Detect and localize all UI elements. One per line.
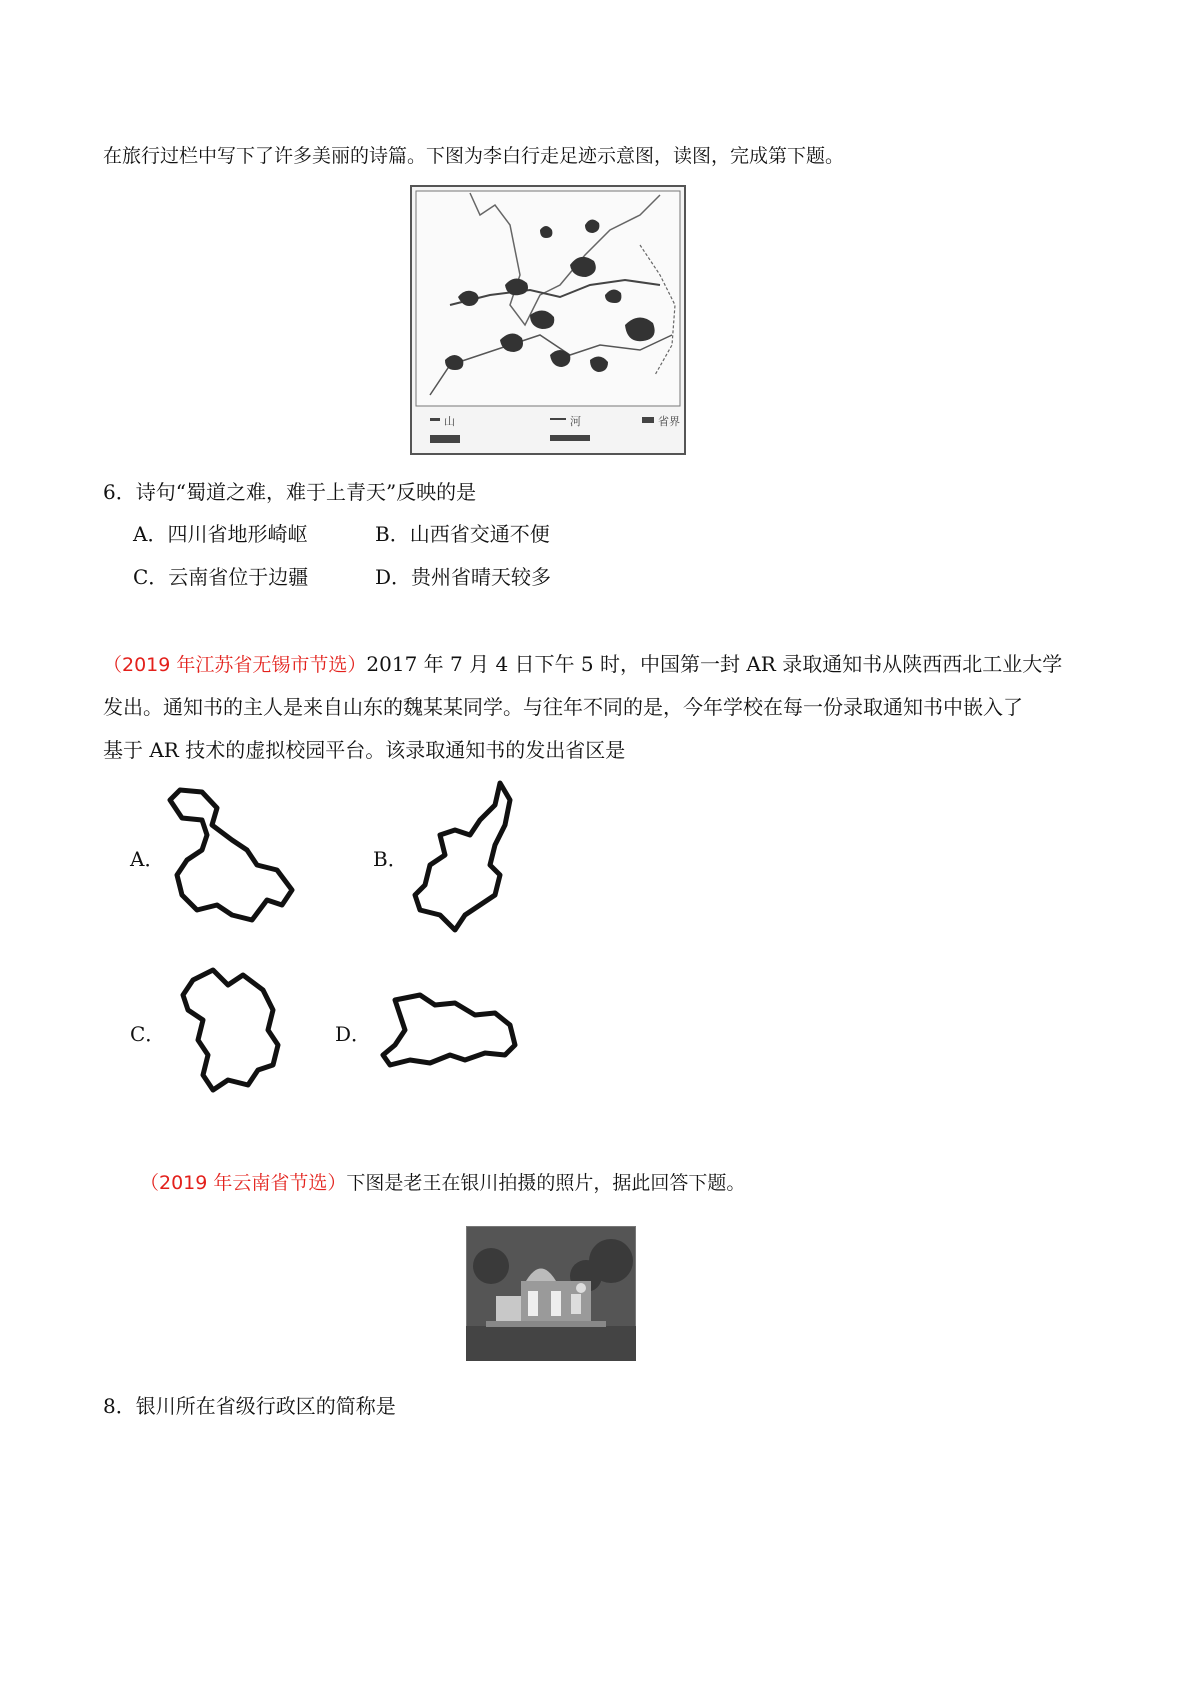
q7-option-d[interactable]: [335, 1020, 371, 1048]
q8-stem: 8．银川所在省级行政区的简称是: [103, 1394, 396, 1418]
q8-source: （2019 年云南省节选）: [140, 1172, 347, 1194]
map-legend-3: 省界: [658, 415, 680, 428]
q7-option-d-label: D．: [335, 1022, 372, 1046]
q7-source: （2019 年江苏省无锡市节选）: [103, 654, 367, 676]
q7-option-c[interactable]: [130, 1020, 165, 1048]
province-outline-shaanxi[interactable]: [400, 775, 520, 940]
map-legend-2: 河: [570, 415, 581, 428]
yinchuan-photo: [466, 1226, 636, 1361]
q8-intro-text: 下图是老王在银川拍摄的照片，据此回答下题。: [346, 1172, 746, 1194]
intro-text: 在旅行过栏中写下了许多美丽的诗篇。下图为李白行走足迹示意图，读图，完成第下题。: [103, 145, 845, 167]
q6-option-d[interactable]: D．贵州省晴天较多: [375, 565, 552, 589]
province-outline-hubei[interactable]: [375, 985, 525, 1080]
q6-option-b[interactable]: B．山西省交通不便: [375, 522, 550, 546]
q7-text-1: 2017 年 7 月 4 日下午 5 时，中国第一封 AR 录取通知书从陕西西北工业大学: [366, 652, 1063, 676]
q7-line1: [103, 650, 1062, 679]
q7-option-a[interactable]: [130, 845, 164, 873]
q7-line2: 发出。通知书的主人是来自山东的魏某某同学。与往年不同的是，今年学校在每一份录取通知书中嵌入了: [103, 695, 1023, 719]
province-outline-heilongjiang[interactable]: [162, 780, 312, 930]
q7-option-c-label: C．: [130, 1022, 166, 1046]
q7-option-b-label: B．: [373, 847, 408, 871]
q7-line3: 基于 AR 技术的虚拟校园平台。该录取通知书的发出省区是: [103, 738, 626, 762]
li-bai-route-map: [410, 185, 686, 455]
q7-option-a-label: A．: [130, 847, 165, 871]
map-legend-1: 山: [444, 415, 455, 428]
q6-option-c[interactable]: C．云南省位于边疆: [133, 565, 309, 589]
q6-stem: 6．诗句“蜀道之难，难于上青天”反映的是: [103, 480, 477, 504]
q6-option-a[interactable]: A．四川省地形崎岖: [133, 522, 308, 546]
q8-intro: [140, 1168, 745, 1197]
province-outline-anhui[interactable]: [163, 960, 303, 1100]
